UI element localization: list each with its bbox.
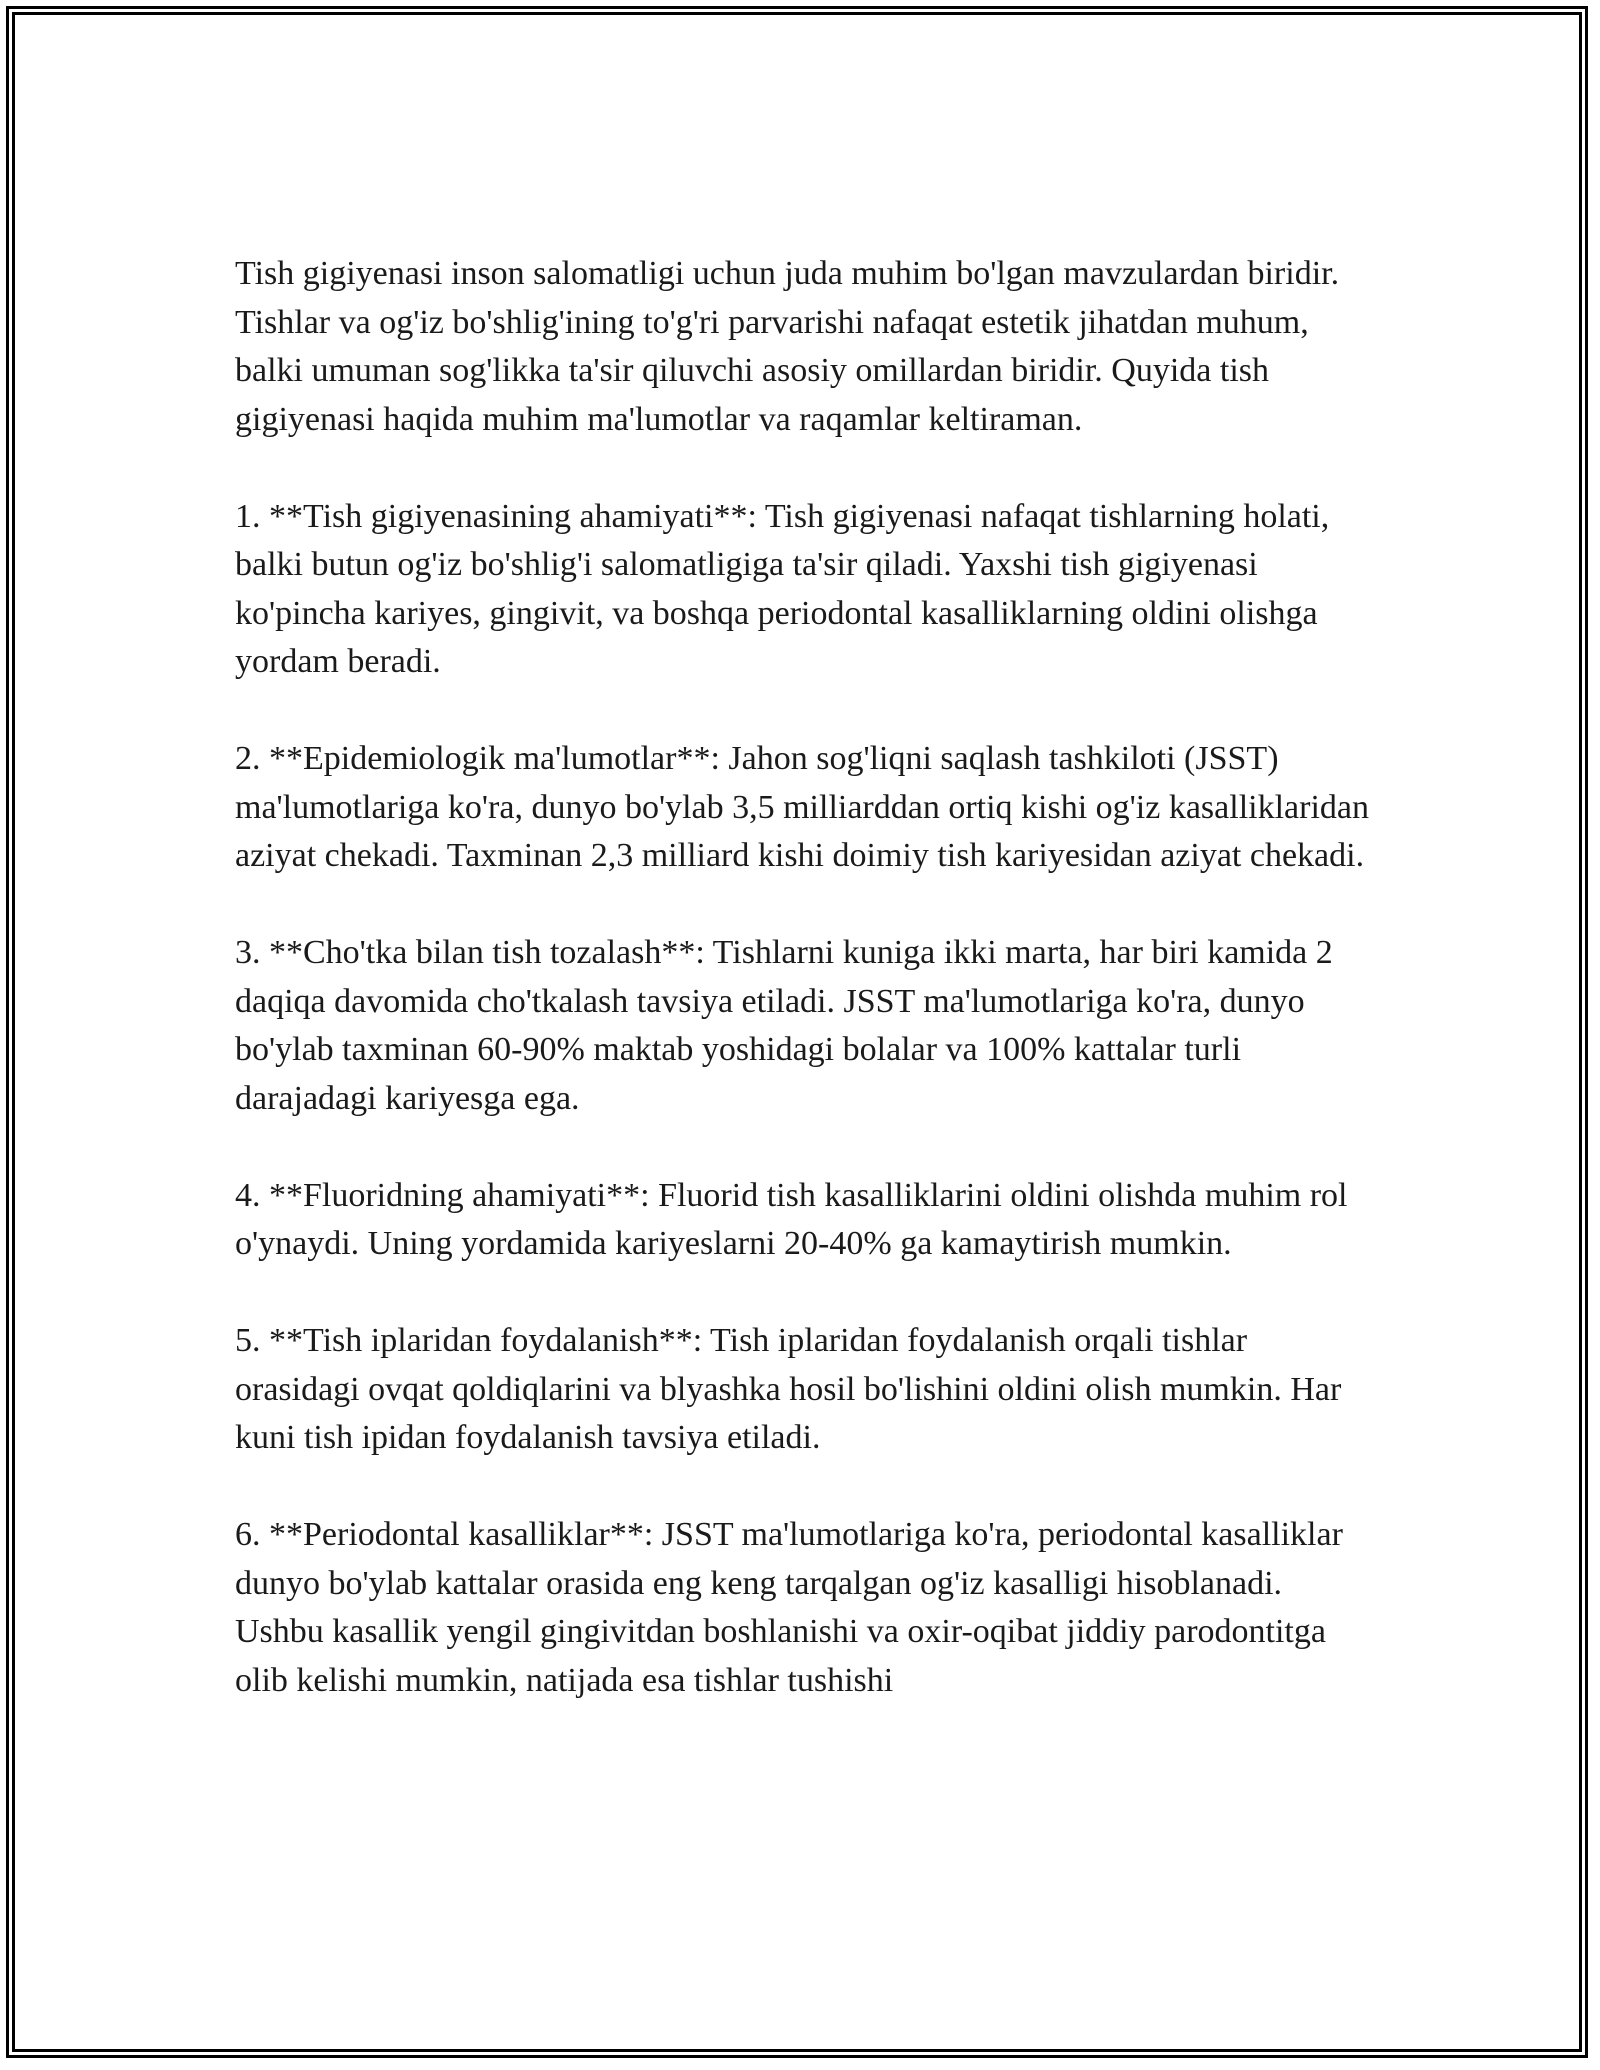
section-paragraph-5: 5. **Tish iplaridan foydalanish**: Tish iplaridan foydalanish orqali tishlar orasidagi ovqat qoldiqlarini va blyashka hosil bo'lishini oldini olish mumkin. Har kuni tish ipidan foydalanish tavsiya etiladi. — [235, 1322, 1350, 1456]
document-body — [235, 250, 1378, 1705]
intro-paragraph: Tish gigiyenasi inson salomatligi uchun juda muhim bo'lgan mavzulardan biridir. Tishlar va og'iz bo'shlig'ining to'g'ri parvarishi nafaqat estetik jihatdan muhum, balki umuman sog'likka ta'sir qiluvchi asosiy omillardan biridir. Quyida tish gigiyenasi haqida muhim ma'lumotlar va raqamlar keltiraman. — [235, 255, 1347, 438]
section-paragraph-1: 1. **Tish gigiyenasining ahamiyati**: Tish gigiyenasi nafaqat tishlarning holati, balki butun og'iz bo'shlig'i salomatligiga ta'sir qiladi. Yaxshi tish gigiyenasi ko'pincha kariyes, gingivit, va boshqa periodontal kasalliklarning oldini olishga yordam beradi. — [235, 497, 1338, 680]
section-paragraph-4: 4. **Fluoridning ahamiyati**: Fluorid tish kasalliklarini oldini olishda muhim rol o'ynaydi. Uning yordamida kariyeslarni 20-40% ga kamaytirish mumkin. — [235, 1176, 1356, 1262]
section-paragraph-6: 6. **Periodontal kasalliklar**: JSST ma'lumotlariga ko'ra, periodontal kasalliklar dunyo bo'ylab kattalar orasida eng keng tarqalgan og'iz kasalligi hisoblanadi. Ushbu kasallik yengil gingivitdan boshlanishi va oxir-oqibat jiddiy parodontitga olib kelishi mumkin, natijada esa tishlar tushishi — [235, 1516, 1352, 1699]
section-paragraph-2: 2. **Epidemiologik ma'lumotlar**: Jahon sog'liqni saqlash tashkiloti (JSST) ma'lumotlariga ko'ra, dunyo bo'ylab 3,5 milliarddan ortiq kishi og'iz kasalliklaridan aziyat chekadi. Taxminan 2,3 milliard kishi doimiy tish kariyesidan aziyat chekadi. — [235, 740, 1378, 874]
section-paragraph-3: 3. **Cho'tka bilan tish tozalash**: Tishlarni kuniga ikki marta, har biri kamida 2 daqiqa davomida cho'tkalash tavsiya etiladi. JSST ma'lumotlariga ko'ra, dunyo bo'ylab taxminan 60-90% maktab yoshidagi bolalar va 100% kattalar turli darajadagi kariyesga ega. — [235, 934, 1342, 1117]
